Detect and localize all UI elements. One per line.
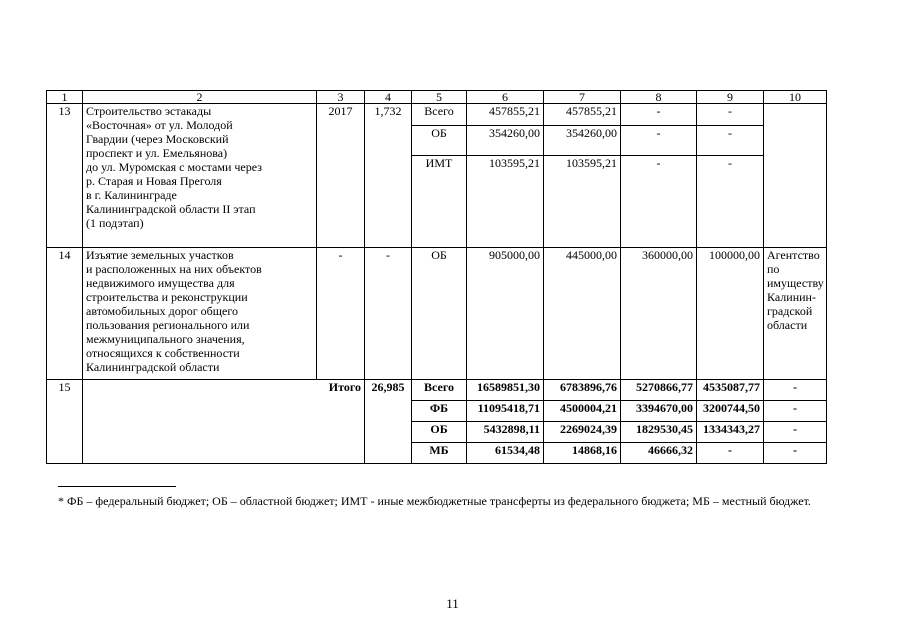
header-row [47,91,827,104]
value-cell: 14868,16 [544,443,621,464]
value-cell: 360000,00 [621,248,697,380]
header-cell: 4 [365,91,412,104]
value-cell: 3200744,50 [697,401,764,422]
length-cell: - [365,248,412,380]
value-cell: 1829530,45 [621,422,697,443]
header-cell: 7 [544,91,621,104]
value-cell: 5432898,11 [467,422,544,443]
funding-source: ОБ [412,126,467,156]
row-number: 15 [47,380,83,464]
row-number: 13 [47,104,83,248]
header-cell: 9 [697,91,764,104]
project-name: Изъятие земельных участков и расположенных на них объектов недвижимого имущества для строительства и реконструкции автомобильных дорог общего пользования регионального или межмуниципального значения, относящихся к собственности Калининградской области [83,248,317,380]
length-cell: 1,732 [365,104,412,248]
value-cell: - [697,156,764,248]
value-cell: 2269024,39 [544,422,621,443]
value-cell: 6783896,76 [544,380,621,401]
executor-cell [764,104,827,248]
length-cell: 26,985 [365,380,412,464]
value-cell: - [621,126,697,156]
value-cell: 16589851,30 [467,380,544,401]
value-cell: - [764,422,827,443]
funding-source: ОБ [412,248,467,380]
funding-source: МБ [412,443,467,464]
header-cell: 6 [467,91,544,104]
value-cell: 354260,00 [467,126,544,156]
table-row [47,380,827,401]
table-row [47,248,827,380]
value-cell: 4500004,21 [544,401,621,422]
header-cell: 5 [412,91,467,104]
value-cell: 3394670,00 [621,401,697,422]
funding-source: ОБ [412,422,467,443]
header-cell: 2 [83,91,317,104]
header-cell: 8 [621,91,697,104]
table-row [47,104,827,126]
value-cell: 103595,21 [467,156,544,248]
value-cell: 1334343,27 [697,422,764,443]
value-cell: 103595,21 [544,156,621,248]
value-cell: - [764,401,827,422]
footnote-separator [58,486,176,487]
project-name: Строительство эстакады «Восточная» от ул. Молодой Гвардии (через Московский проспект и ул. Емельянова) до ул. Муромская с мостами через р. Старая и Новая Преголя в г. Калининграде Калининградской области II этап (1 подэтап) [83,104,317,248]
value-cell: 4535087,77 [697,380,764,401]
value-cell: 457855,21 [467,104,544,126]
value-cell: 457855,21 [544,104,621,126]
value-cell: - [697,104,764,126]
value-cell: 5270866,77 [621,380,697,401]
value-cell: 11095418,71 [467,401,544,422]
header-cell: 3 [317,91,365,104]
page-number: 11 [446,596,459,611]
value-cell: 100000,00 [697,248,764,380]
value-cell: - [697,443,764,464]
value-cell: 46666,32 [621,443,697,464]
funding-source: ИМТ [412,156,467,248]
value-cell: 905000,00 [467,248,544,380]
value-cell: 354260,00 [544,126,621,156]
total-label: Итого [83,380,365,464]
value-cell: 61534,48 [467,443,544,464]
funding-source: ФБ [412,401,467,422]
funding-source: Всего [412,380,467,401]
row-number: 14 [47,248,83,380]
executor-cell: Агентство по имуществу Калинин- градской области [764,248,827,380]
header-cell: 1 [47,91,83,104]
value-cell: - [621,104,697,126]
footnote: * ФБ – федеральный бюджет; ОБ – областной бюджет; ИМТ - иные межбюджетные трансферты из федерального бюджета; МБ – местный бюджет. [58,494,811,508]
program-table [46,90,827,464]
year-cell: - [317,248,365,380]
header-cell: 10 [764,91,827,104]
funding-source: Всего [412,104,467,126]
value-cell: - [764,380,827,401]
value-cell: - [621,156,697,248]
value-cell: - [697,126,764,156]
value-cell: - [764,443,827,464]
year-cell: 2017 [317,104,365,248]
value-cell: 445000,00 [544,248,621,380]
